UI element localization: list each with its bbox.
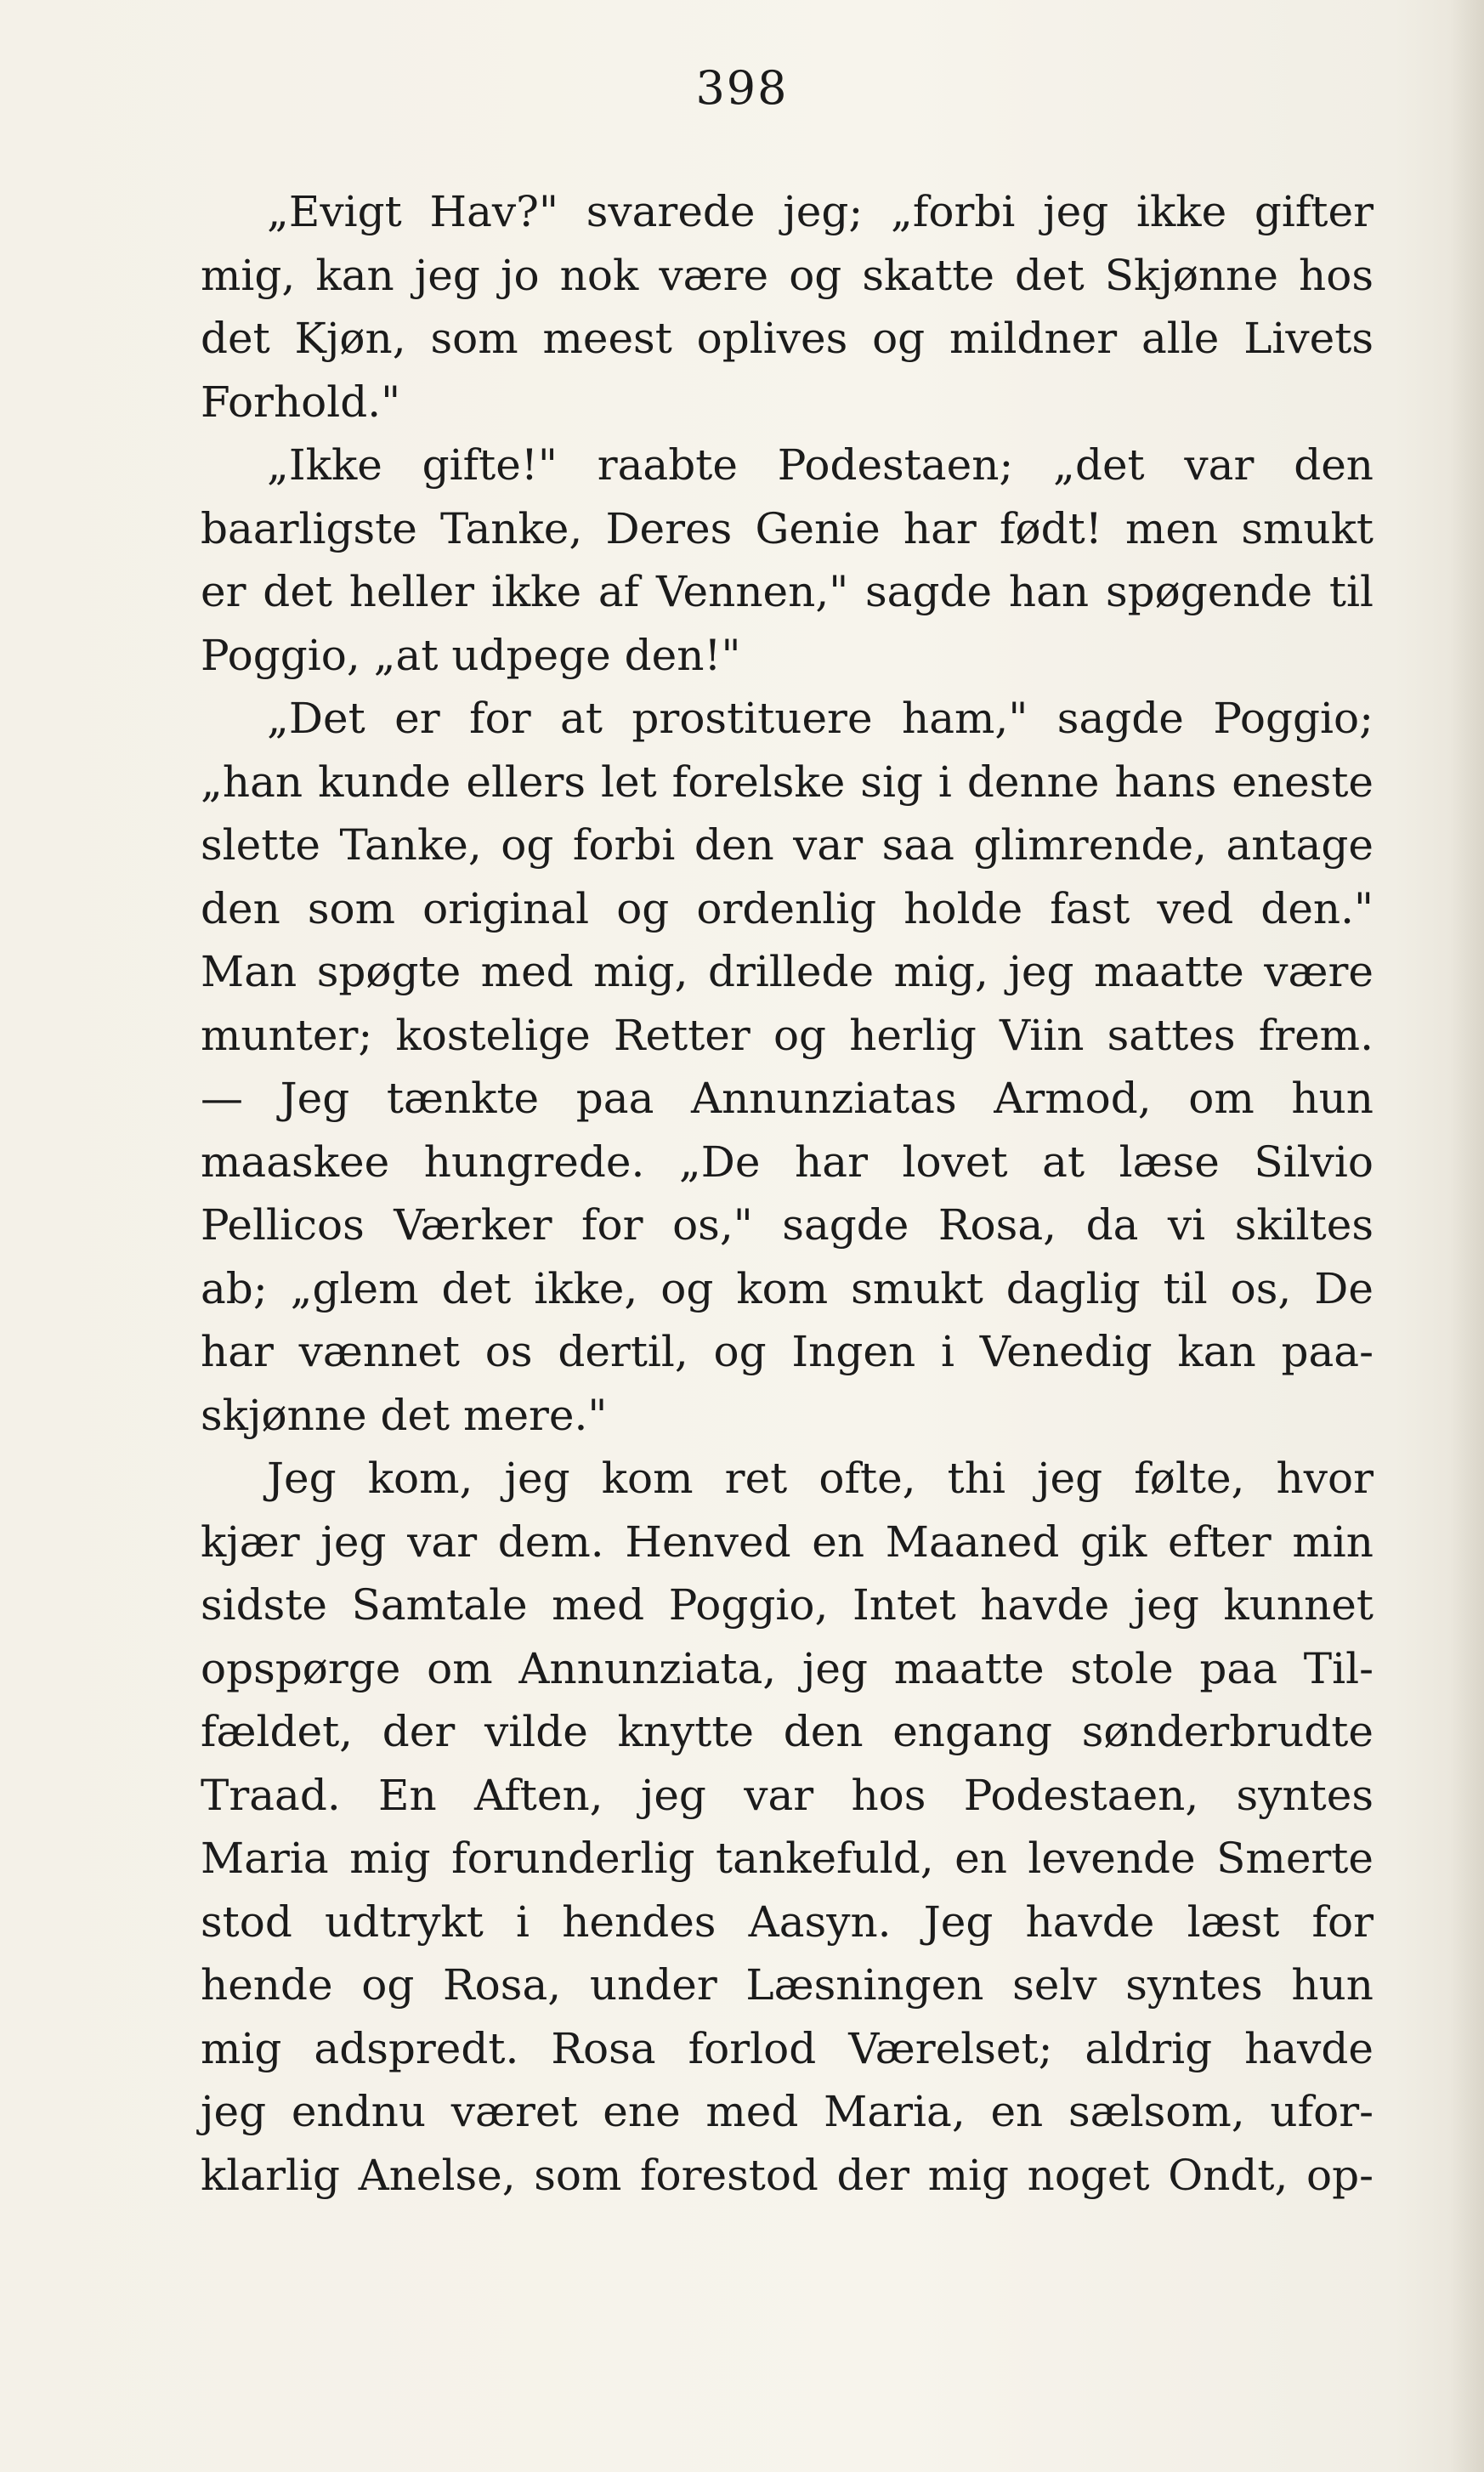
text-line: „han kunde ellers let forelske sig i denne hans eneste: [201, 757, 1374, 807]
page-number: 398: [695, 61, 789, 115]
page-edge-shadow: [1450, 0, 1484, 2472]
text-line: mig adspredt. Rosa forlod Værelset; aldrig havde: [201, 2023, 1374, 2073]
text-line: maaskee hungrede. „De har lovet at læse Silvio: [201, 1137, 1374, 1187]
text-line: stod udtrykt i hendes Aasyn. Jeg havde læst for: [201, 1897, 1374, 1947]
body-text: [201, 180, 1374, 2207]
text-line: det Kjøn, som meest oplives og mildner alle Livets: [201, 314, 1374, 363]
text-line: kjær jeg var dem. Henved en Maaned gik efter min: [201, 1517, 1374, 1567]
text-line: Pellicos Værker for os," sagde Rosa, da vi skiltes: [201, 1200, 1374, 1250]
text-line: opspørge om Annunziata, jeg maatte stole paa Til-: [201, 1643, 1374, 1693]
text-line: er det heller ikke af Vennen," sagde han spøgende til: [201, 567, 1374, 616]
text-line: baarligste Tanke, Deres Genie har født! men smukt: [201, 503, 1374, 553]
text-line: slette Tanke, og forbi den var saa glimrende, antage: [201, 820, 1374, 870]
text-line: Jeg kom, jeg kom ret ofte, thi jeg følte, hvor: [267, 1454, 1374, 1503]
text-line: Poggio, „at udpege den!": [201, 630, 741, 680]
text-line: fældet, der vilde knytte den engang sønderbrudte: [201, 1707, 1374, 1756]
text-line: — Jeg tænkte paa Annunziatas Armod, om hun: [201, 1074, 1374, 1123]
text-line: hende og Rosa, under Læsningen selv syntes hun: [201, 1960, 1374, 2010]
text-line: skjønne det mere.": [201, 1390, 608, 1440]
text-line: Traad. En Aften, jeg var hos Podestaen, syntes: [201, 1770, 1374, 1820]
text-line: Forhold.": [201, 377, 401, 427]
text-line: mig, kan jeg jo nok være og skatte det Skjønne hos: [201, 250, 1374, 300]
text-line: har vænnet os dertil, og Ingen i Venedig kan paa-: [201, 1327, 1374, 1376]
text-line: jeg endnu været ene med Maria, en sælsom, ufor-: [201, 2087, 1374, 2136]
text-line: „Det er for at prostituere ham," sagde Poggio;: [267, 694, 1374, 743]
text-line: „Ikke gifte!" raabte Podestaen; „det var den: [267, 440, 1374, 490]
text-line: sidste Samtale med Poggio, Intet havde jeg kunnet: [201, 1580, 1374, 1630]
text-line: Man spøgte med mig, drillede mig, jeg maatte være: [201, 947, 1374, 996]
text-line: Maria mig forunderlig tankefuld, en levende Smerte: [201, 1834, 1374, 1883]
text-line: klarlig Anelse, som forestod der mig noget Ondt, op-: [201, 2150, 1374, 2200]
text-line: „Evigt Hav?" svarede jeg; „forbi jeg ikke gifter: [267, 187, 1374, 236]
text-line: den som original og ordenlig holde fast ved den.": [201, 883, 1374, 933]
text-line: munter; kostelige Retter og herlig Viin sattes frem.: [201, 1010, 1374, 1060]
text-line: ab; „glem det ikke, og kom smukt daglig til os, De: [201, 1263, 1374, 1313]
